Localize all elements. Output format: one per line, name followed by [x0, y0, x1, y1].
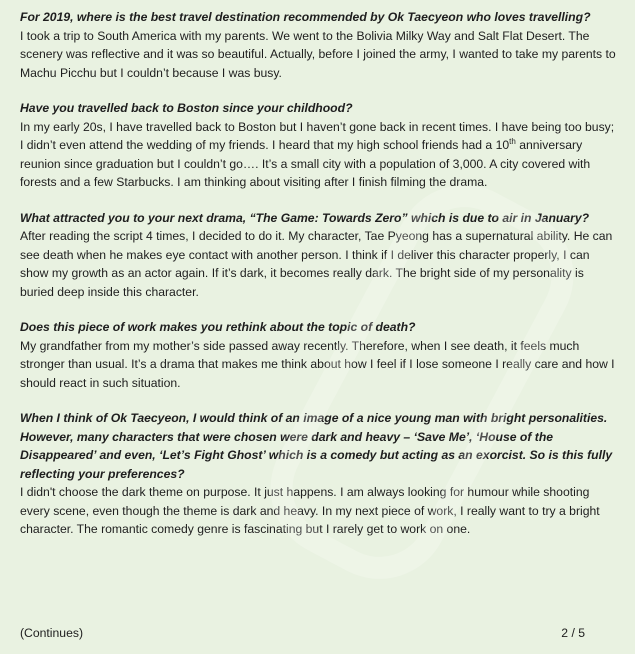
qa-block-2 — [20, 99, 619, 192]
continues-label: (Continues) — [20, 626, 83, 640]
answer — [20, 118, 619, 192]
question: Does this piece of work makes you rethink about the topic of death? — [20, 320, 416, 334]
page-number: 2 / 5 — [561, 626, 585, 640]
answer: My grandfather from my mother’s side passed away recently. Therefore, when I see death, it feels much stronger than usual. It’s a drama that makes me think about how I feel if I lose someone I really care and how I should react in such situation. — [20, 338, 615, 390]
qa-block-1 — [20, 8, 619, 82]
qa-block-3 — [20, 209, 619, 302]
answer: I didn't choose the dark theme on purpose. It just happens. I am always looking for humour while shooting every scene, even though the theme is dark and heavy. In my next piece of work, I really want to try a bright character. The romantic comedy genre is fascinating but I rarely get to work on one. — [20, 485, 600, 536]
answer: After reading the script 4 times, I decided to do it. My character, Tae Pyeong has a supernatural ability. He can see death when he makes eye contact with another person. I think if I deliver this character properly, I can show my growth as an actor again. If it’s dark, it becomes really dark. The bright side of my personality is buried deep inside this character. — [20, 229, 613, 299]
question: What attracted you to your next drama, “The Game: Towards Zero” which is due to air in January? — [20, 210, 590, 225]
answer: I took a trip to South America with my parents. We went to the Bolivia Milky Way and Salt Flat Desert. The scenery was reflective and it was so beautiful. Actually, before I joined the army, I wanted to take my parents to Machu Picchu but I couldn’t because I was busy. — [20, 28, 616, 80]
answer-text: In my early 20s, I have travelled back to Boston but I haven’t gone back in recent times. I have being too busy; I didn’t even attend the wedding of my friends. I heard that my high school friends had a 10 — [20, 119, 615, 152]
qa-block-5 — [20, 409, 619, 539]
question: For 2019, where is the best travel destination recommended by Ok Taecyeon who loves travelling? — [20, 10, 591, 24]
page-footer — [20, 624, 585, 642]
qa-block-4 — [20, 318, 619, 392]
question: Have you travelled back to Boston since your childhood? — [20, 101, 353, 115]
question: When I think of Ok Taecyeon, I would think of an image of a nice young man with bright personalities. However, many characters that were chosen were dark and heavy – ‘Save Me’, ‘House of the Disappeared’ and even, ‘Let’s Fight Ghost’ which is a comedy but acting as an exorcist. So is this fully reflecting your preferences? — [20, 411, 613, 481]
answer-text: anniversary reunion since graduation but I couldn’t go…. It’s a small city with a population of 3,000. A city covered with forests and a few Starbucks. I am thinking about visiting after I finish filming the drama. — [20, 138, 591, 189]
ordinal-suffix: th — [509, 136, 516, 146]
